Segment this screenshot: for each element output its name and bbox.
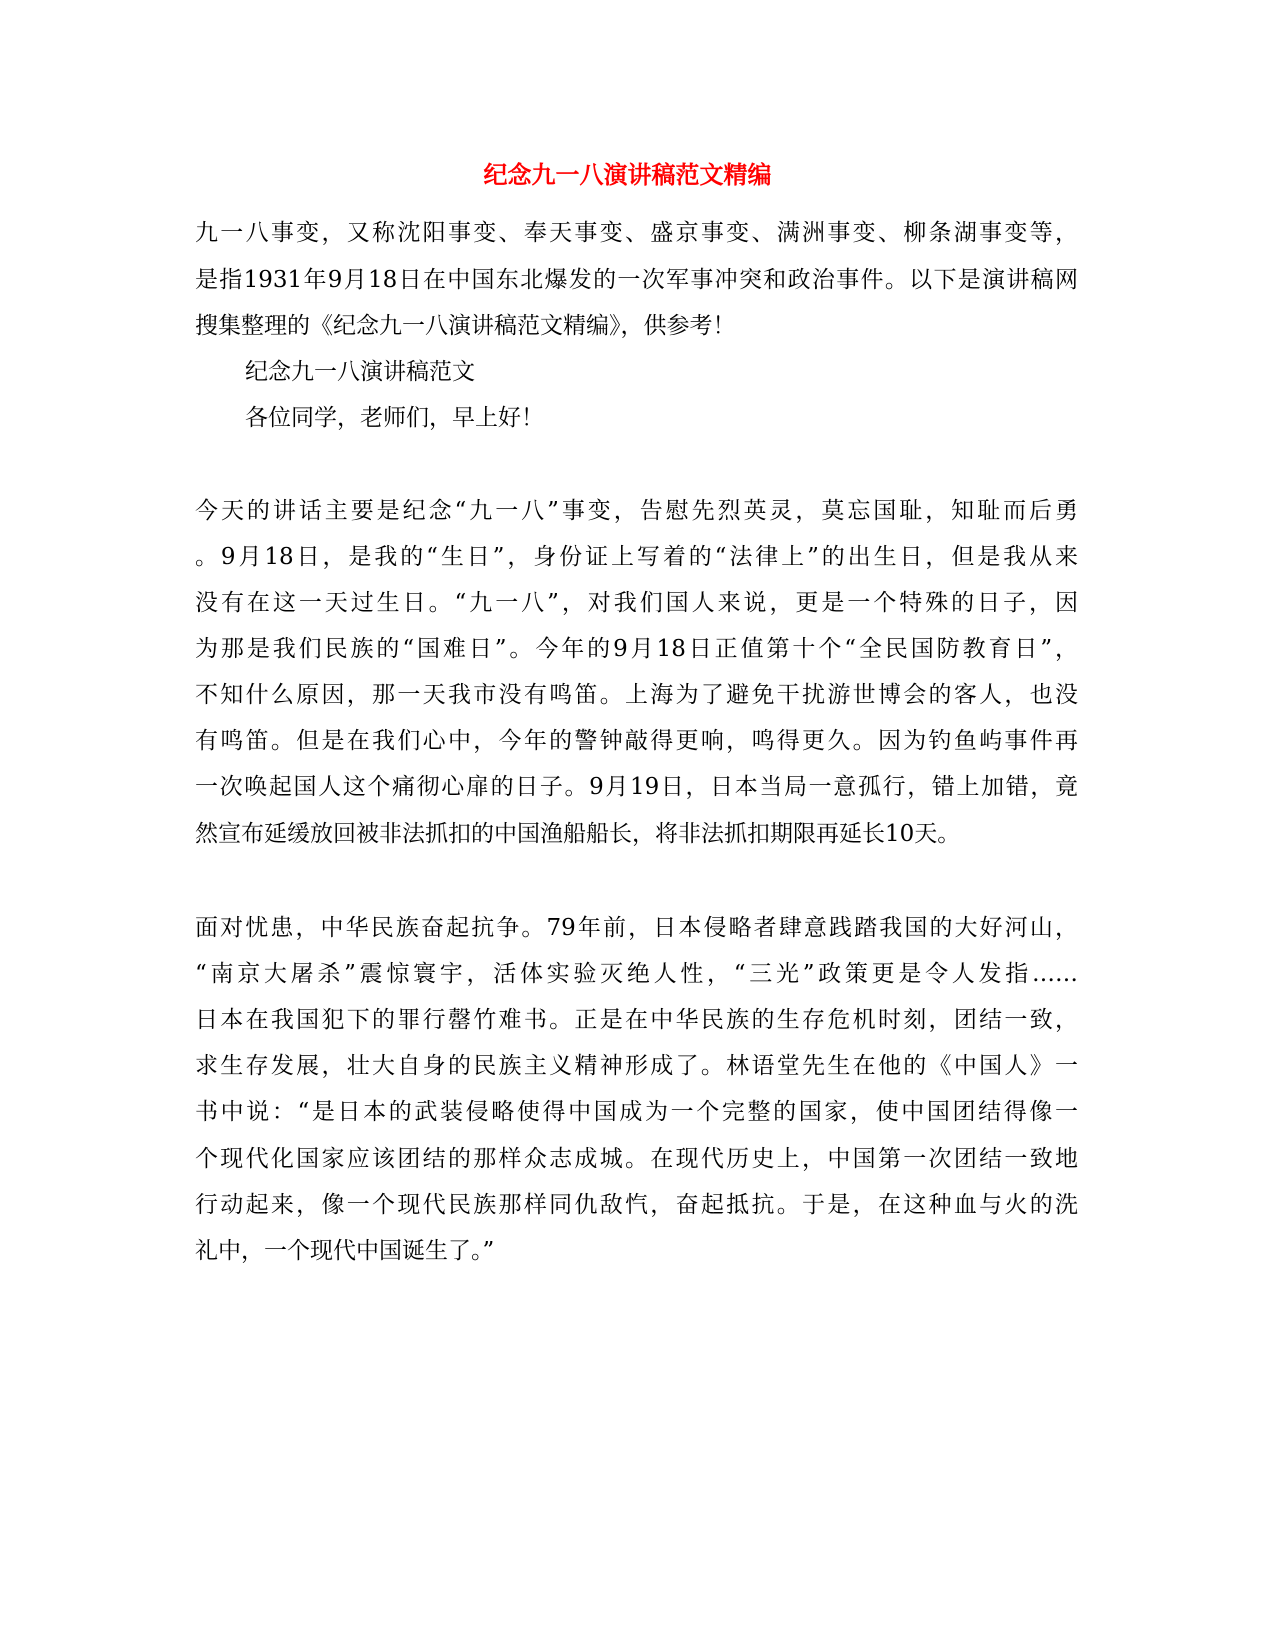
paragraph-4-line-8: 然宣布延缓放回被非法抓扣的中国渔船船长，将非法抓扣期限再延长10天。	[195, 821, 961, 847]
greeting-line: 各位同学，老师们，早上好！	[245, 405, 544, 431]
paragraph-5-line-7: 行动起来，像一个现代民族那样同仇敌忾，奋起抵抗。于是，在这种血与火的洗	[195, 1192, 1078, 1218]
paragraph-5-line-4: 求生存发展，壮大自身的民族主义精神形成了。林语堂先生在他的《中国人》一	[195, 1053, 1078, 1079]
paragraph-4-line-1: 今天的讲话主要是纪念“九一八”事变，告慰先烈英灵，莫忘国耻，知耻而后勇	[195, 498, 1078, 524]
paragraph-4-line-4: 为那是我们民族的“国难日”。今年的9月18日正值第十个“全民国防教育日”，	[195, 636, 1078, 662]
paragraph-5-line-1: 面对忧患，中华民族奋起抗争。79年前，日本侵略者肆意践踏我国的大好河山，	[195, 915, 1078, 941]
paragraph-1-line-2: 是指1931年9月18日在中国东北爆发的一次军事冲突和政治事件。以下是演讲稿网	[195, 267, 1078, 293]
paragraph-4-line-2: 。9月18日，是我的“生日”，身份证上写着的“法律上”的出生日，但是我从来	[195, 544, 1078, 570]
paragraph-5-line-8: 礼中，一个现代中国诞生了。”	[195, 1238, 495, 1264]
paragraph-1-line-3: 搜集整理的《纪念九一八演讲稿范文精编》，供参考！	[195, 313, 736, 339]
paragraph-5-line-6: 个现代化国家应该团结的那样众志成城。在现代历史上，中国第一次团结一致地	[195, 1146, 1078, 1172]
paragraph-5-line-3: 日本在我国犯下的罪行罄竹难书。正是在中华民族的生存危机时刻，团结一致，	[195, 1007, 1078, 1033]
document-title: 纪念九一八演讲稿范文精编	[483, 160, 772, 189]
speech-subtitle: 纪念九一八演讲稿范文	[245, 359, 475, 385]
paragraph-4-line-5: 不知什么原因，那一天我市没有鸣笛。上海为了避免干扰游世博会的客人，也没	[195, 682, 1078, 708]
paragraph-5-line-5: 书中说：“是日本的武装侵略使得中国成为一个完整的国家，使中国团结得像一	[195, 1099, 1078, 1125]
paragraph-4-line-6: 有鸣笛。但是在我们心中，今年的警钟敲得更响，鸣得更久。因为钓鱼屿事件再	[195, 728, 1078, 754]
paragraph-4-line-7: 一次唤起国人这个痛彻心扉的日子。9月19日，日本当局一意孤行，错上加错，竟	[195, 774, 1078, 800]
paragraph-4-line-3: 没有在这一天过生日。“九一八”，对我们国人来说，更是一个特殊的日子，因	[195, 590, 1078, 616]
paragraph-5-line-2: “南京大屠杀”震惊寰宇，活体实验灭绝人性，“三光”政策更是令人发指……	[195, 961, 1078, 987]
paragraph-1-line-1: 九一八事变，又称沈阳事变、奉天事变、盛京事变、满洲事变、柳条湖事变等，	[195, 220, 1078, 246]
